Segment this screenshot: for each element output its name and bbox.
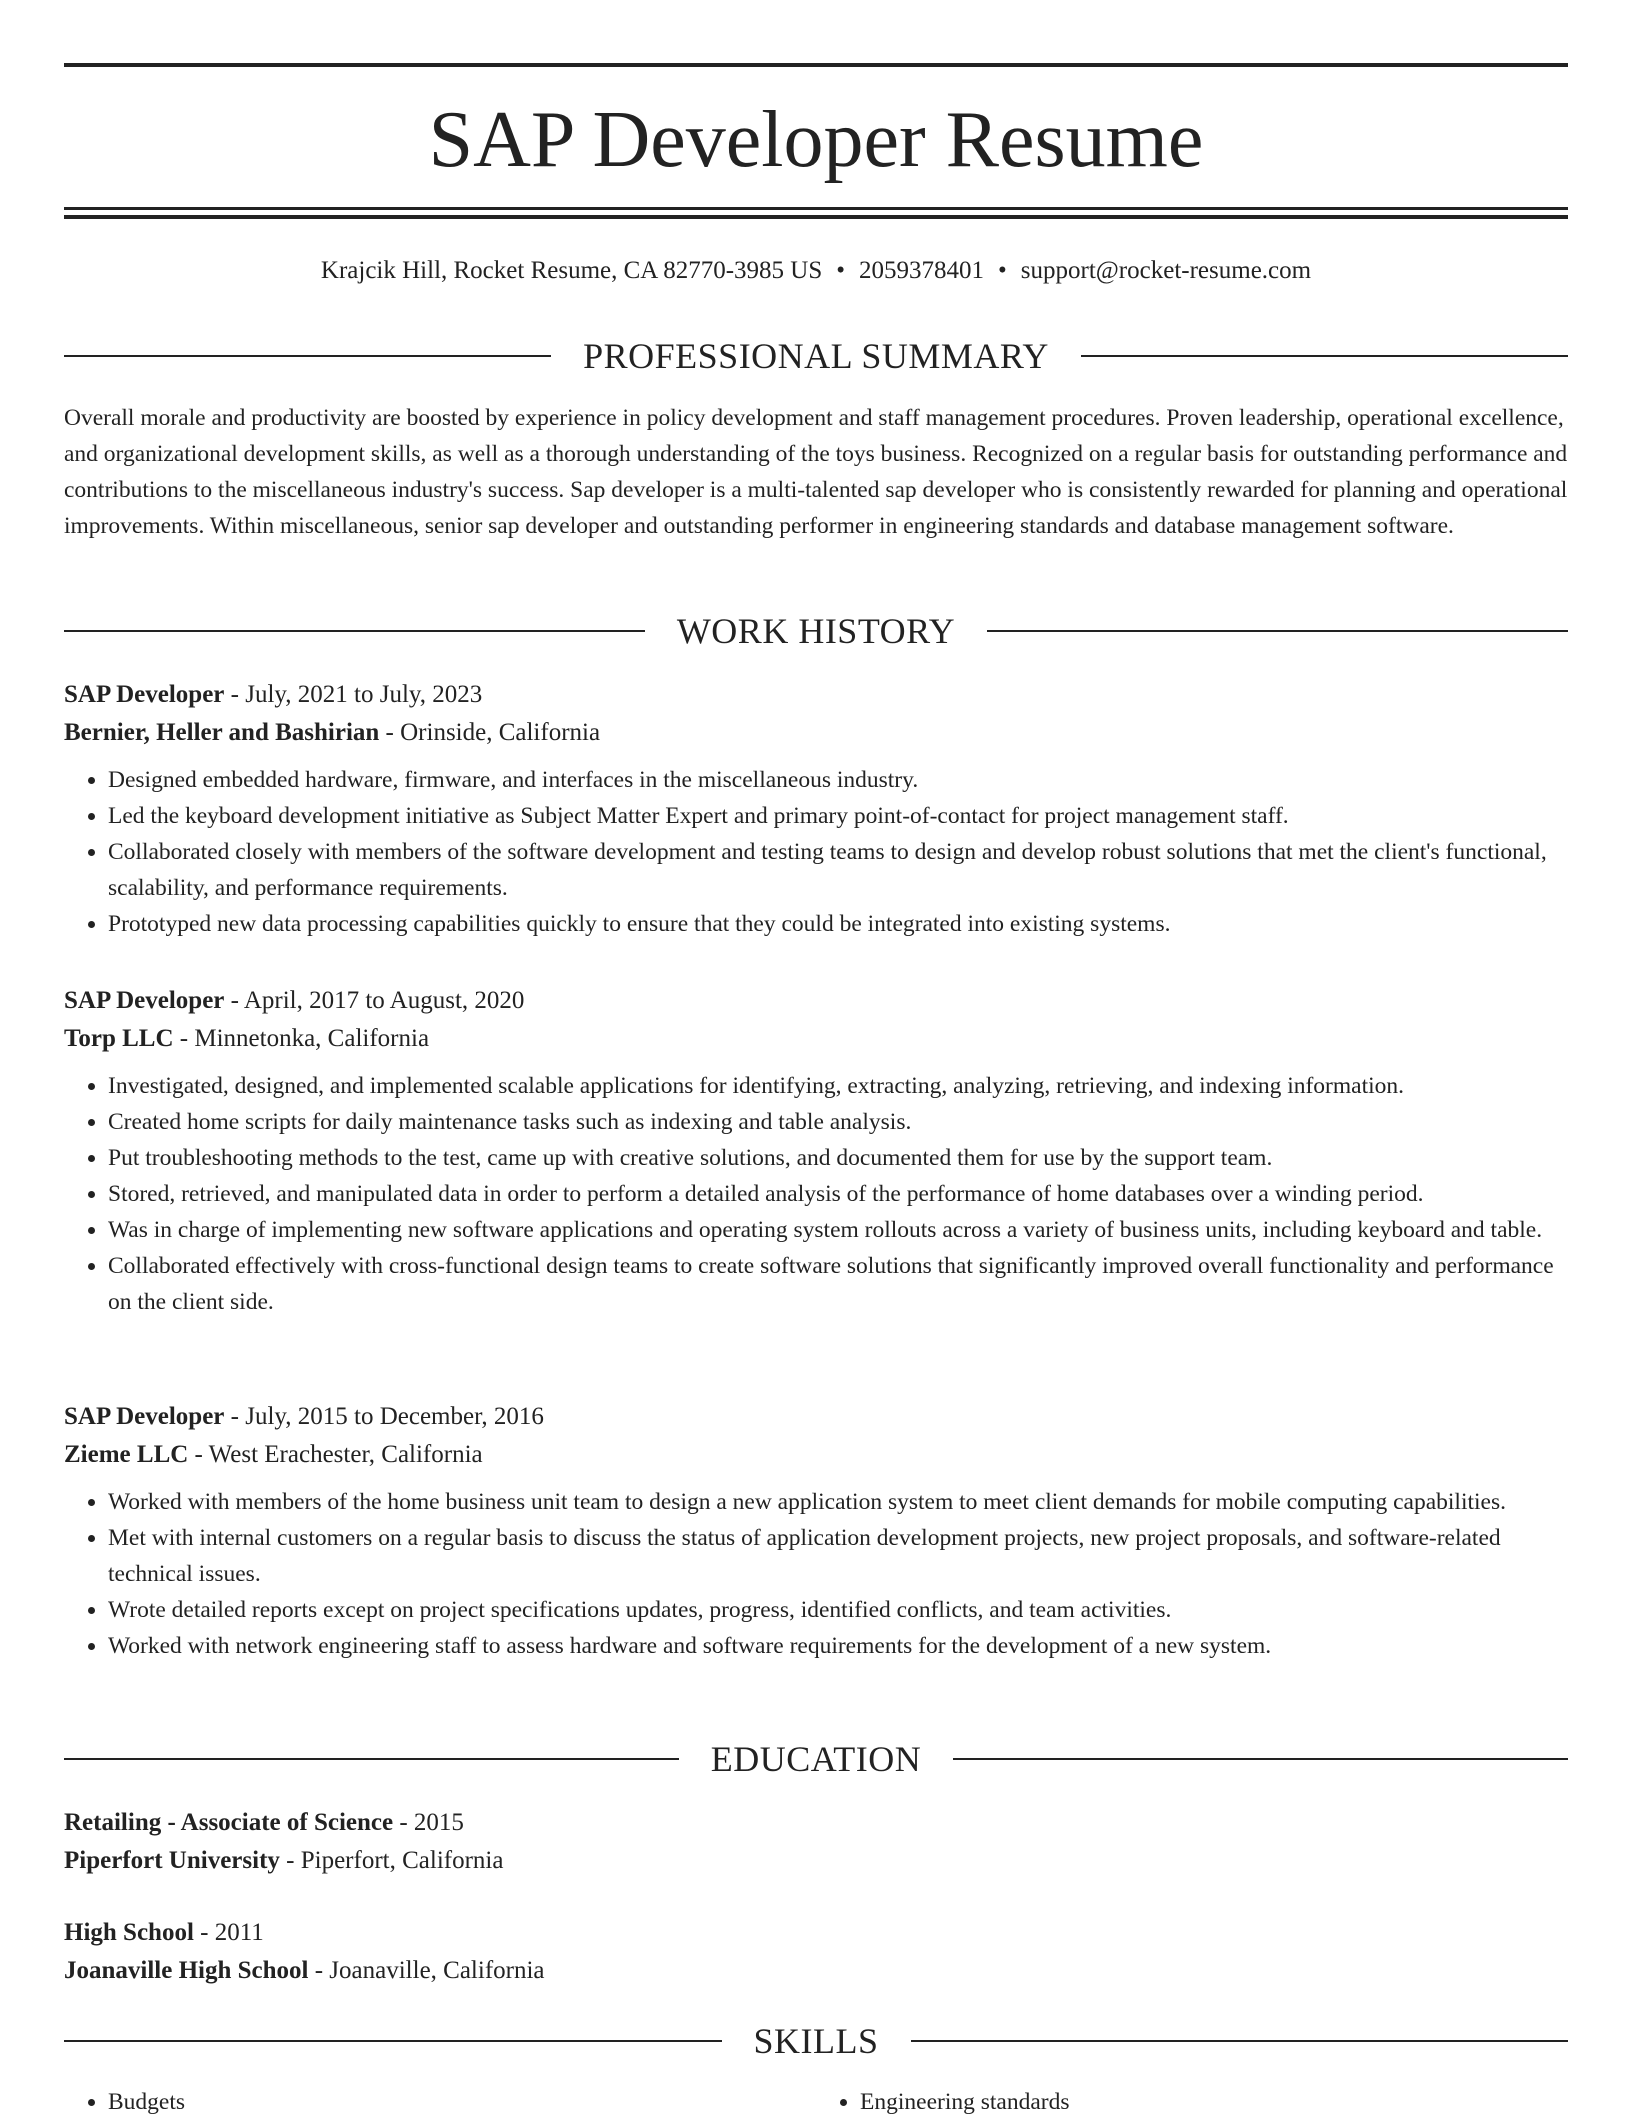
- job-location: - Orinside, California: [379, 719, 601, 746]
- summary-text: Overall morale and productivity are boosted by experience in policy development and staff management procedures. Proven leadership, operational excellence, and organizational development skills, as well as a thorough understanding of the toys business. Recognized on a regular basis for outstanding performance and contributions to the miscellaneous industry's success. Sap developer is a multi-talented sap developer who is consistently rewarded for planning and operational improvements. Within miscellaneous, senior sap developer and outstanding performer in engineering standards and database management software.: [64, 405, 1568, 539]
- list-item: • Investigated, designed, and implemented scalable applications for identifying, extracting, analyzing, retrieving, and indexing information.: [108, 1068, 1568, 1104]
- contact-line: [64, 254, 1568, 288]
- job-company: Bernier, Heller and Bashirian: [64, 719, 380, 746]
- skill-item: • Budgets: [108, 2084, 816, 2120]
- job-company-line: [64, 1436, 1568, 1474]
- section-header-education: [64, 1739, 1568, 1779]
- list-item: • Designed embedded hardware, firmware, and interfaces in the miscellaneous industry.: [108, 762, 1568, 798]
- job-dates: - April, 2017 to August, 2020: [224, 987, 525, 1014]
- list-item: • Worked with network engineering staff to assess hardware and software requirements for the development of a new system.: [108, 1628, 1568, 1664]
- list-item: • Worked with members of the home business unit team to design a new application system to meet client demands for mobile computing capabilities.: [108, 1484, 1568, 1520]
- job-entry: [64, 982, 1568, 1320]
- education-degree: Retailing - Associate of Science: [64, 1809, 394, 1836]
- job-title: SAP Developer: [64, 681, 225, 708]
- section-header-skills: [64, 2021, 1568, 2061]
- education-school: Piperfort University: [64, 1847, 280, 1874]
- job-title-line: [64, 676, 1568, 714]
- skill-item: • Engineering standards: [860, 2084, 1568, 2120]
- education-location: - Joanaville, California: [308, 1957, 545, 1984]
- job-bullets: [64, 1484, 1568, 1664]
- skills-column-right: [816, 2084, 1568, 2120]
- job-location: - Minnetonka, California: [173, 1025, 430, 1052]
- section-rule: [987, 630, 1568, 632]
- job-dates: - July, 2021 to July, 2023: [224, 681, 483, 708]
- resume-title: SAP Developer Resume: [428, 96, 1204, 184]
- section-header-work: [64, 611, 1568, 651]
- section-rule: [64, 355, 551, 357]
- section-rule: [64, 2040, 722, 2042]
- education-degree-line: [64, 1804, 1568, 1842]
- contact-phone: 2059378401: [859, 257, 985, 284]
- section-rule: [953, 1758, 1568, 1760]
- section-rule: [1081, 355, 1568, 357]
- contact-separator: •: [998, 257, 1007, 284]
- education-school-line: [64, 1952, 1568, 1990]
- skills-list: [64, 2084, 1568, 2120]
- job-bullets: [64, 762, 1568, 942]
- section-title-skills: SKILLS: [753, 2021, 879, 2061]
- job-title: SAP Developer: [64, 1403, 225, 1430]
- section-rule: [911, 2040, 1569, 2042]
- job-entry: [64, 1398, 1568, 1664]
- education-degree: High School: [64, 1919, 194, 1946]
- list-item: • Wrote detailed reports except on project specifications updates, progress, identified conflicts, and team activities.: [108, 1592, 1568, 1628]
- list-item: • Prototyped new data processing capabilities quickly to ensure that they could be integrated into existing systems.: [108, 906, 1568, 942]
- education-entry: [64, 1914, 1568, 1990]
- job-entry: [64, 676, 1568, 942]
- job-title-line: [64, 1398, 1568, 1436]
- education-location: - Piperfort, California: [279, 1847, 504, 1874]
- education-school-line: [64, 1842, 1568, 1880]
- list-item: • Created home scripts for daily maintenance tasks such as indexing and table analysis.: [108, 1104, 1568, 1140]
- list-item: • Put troubleshooting methods to the test, came up with creative solutions, and documented them for use by the support team.: [108, 1140, 1568, 1176]
- job-dates: - July, 2015 to December, 2016: [224, 1403, 544, 1430]
- section-title-work: WORK HISTORY: [676, 611, 956, 651]
- education-year: - 2011: [193, 1919, 264, 1946]
- education-degree-line: [64, 1914, 1568, 1952]
- contact-separator: •: [836, 257, 846, 284]
- job-company-line: [64, 1020, 1568, 1058]
- job-location: - West Erachester, California: [188, 1441, 483, 1468]
- job-title-line: [64, 982, 1568, 1020]
- list-item: • Collaborated effectively with cross-functional design teams to create software solutions that significantly improved overall functionality and performance on the client side.: [108, 1248, 1568, 1320]
- skills-column-left: [64, 2084, 816, 2120]
- education-year: - 2015: [393, 1809, 464, 1836]
- job-bullets: [64, 1068, 1568, 1320]
- list-item: • Stored, retrieved, and manipulated data in order to perform a detailed analysis of the performance of home databases over a winding period.: [108, 1176, 1568, 1212]
- title-double-rule: [64, 207, 1568, 219]
- section-title-education: EDUCATION: [710, 1739, 922, 1779]
- job-company: Torp LLC: [64, 1025, 174, 1052]
- contact-email[interactable]: support@rocket-resume.com: [1020, 257, 1312, 284]
- job-company-line: [64, 714, 1568, 752]
- list-item: • Met with internal customers on a regular basis to discuss the status of application development projects, new project proposals, and software-related technical issues.: [108, 1520, 1568, 1592]
- contact-address: Krajcik Hill, Rocket Resume, CA 82770-3985 US: [320, 257, 823, 284]
- section-header-summary: [64, 336, 1568, 376]
- section-rule: [64, 1758, 679, 1760]
- education-entry: [64, 1804, 1568, 1880]
- list-item: • Collaborated closely with members of the software development and testing teams to design and develop robust solutions that met the client's functional, scalability, and performance requirements.: [108, 834, 1568, 906]
- top-rule: [64, 63, 1568, 67]
- section-title-summary: PROFESSIONAL SUMMARY: [583, 336, 1049, 376]
- job-company: Zieme LLC: [64, 1441, 189, 1468]
- list-item: • Led the keyboard development initiative as Subject Matter Expert and primary point-of-contact for project management staff.: [108, 798, 1568, 834]
- list-item: • Was in charge of implementing new software applications and operating system rollouts across a variety of business units, including keyboard and table.: [108, 1212, 1568, 1248]
- section-rule: [64, 630, 645, 632]
- education-school: Joanaville High School: [64, 1957, 309, 1984]
- job-title: SAP Developer: [64, 987, 225, 1014]
